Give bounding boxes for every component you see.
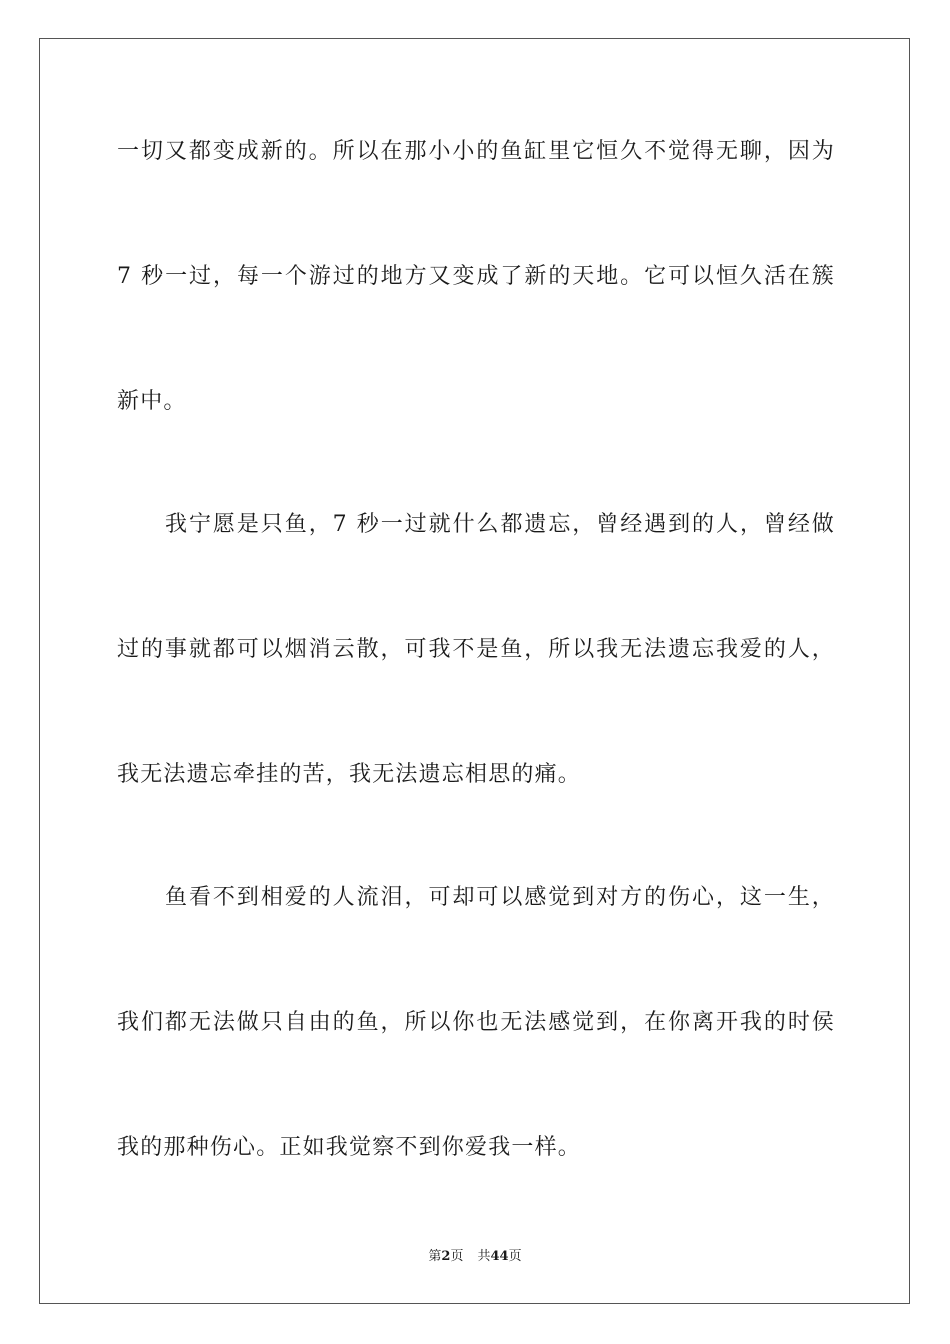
page-total: 44 — [490, 1249, 509, 1264]
text-line: 过的事就都可以烟消云散，可我不是鱼，所以我无法遗忘我爱的人， — [117, 637, 835, 662]
page-suffix: 页 — [450, 1249, 464, 1264]
total-prefix: 共 — [477, 1249, 491, 1264]
total-suffix: 页 — [508, 1249, 522, 1264]
page-prefix: 第 — [428, 1249, 442, 1264]
text-line: 我宁愿是只鱼，7 秒一过就什么都遗忘，曾经遇到的人，曾经做 — [165, 512, 835, 537]
text-line: 我的那种伤心。正如我觉察不到你爱我一样。 — [117, 1135, 582, 1160]
page-border — [39, 38, 910, 1304]
page-footer — [0, 1245, 950, 1264]
text-line: 7 秒一过，每一个游过的地方又变成了新的天地。它可以恒久活在簇 — [117, 264, 835, 289]
page-current: 2 — [441, 1249, 451, 1264]
text-line: 一切又都变成新的。所以在那小小的鱼缸里它恒久不觉得无聊，因为 — [117, 139, 835, 164]
text-line: 我无法遗忘牵挂的苦，我无法遗忘相思的痛。 — [117, 762, 582, 787]
text-line: 新中。 — [117, 389, 187, 414]
text-line: 我们都无法做只自由的鱼，所以你也无法感觉到，在你离开我的时侯 — [117, 1010, 835, 1035]
text-line: 鱼看不到相爱的人流泪，可却可以感觉到对方的伤心，这一生， — [165, 885, 835, 910]
